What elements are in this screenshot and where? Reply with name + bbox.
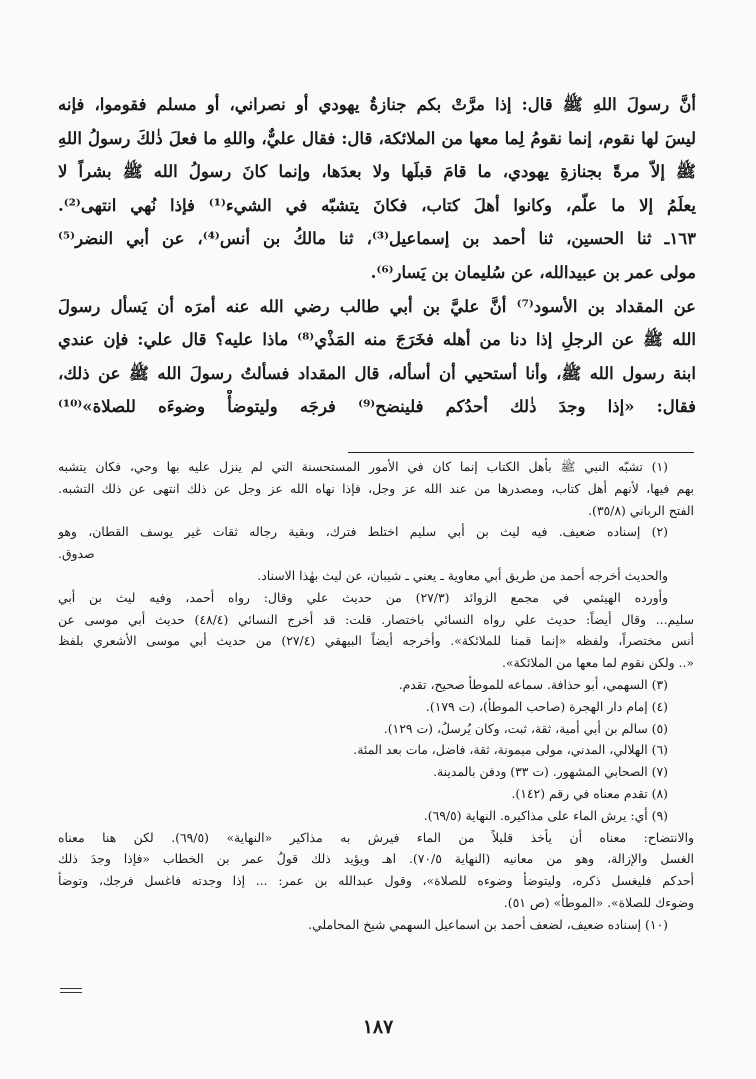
text-line: فقال: «إذا وجدَ ذٰلك أحدُكم فلينضح⁽⁹⁾ فرجَه وليتوضأْ وضوءَه للصلاة»⁽¹⁰⁾ <box>58 397 696 417</box>
footnote-divider <box>348 452 694 453</box>
text-line: ابنة رسول الله ﷺ، وأنا أستحيي أن أسأله، قال المقداد فسألتُ رسولَ الله ﷺ عن ذلك، <box>58 363 696 383</box>
footnote-line: والحديث أخرجه أحمد من طريق أبي معاوية ـ يعني ـ شيبان، عن ليث بهٰذا الاسناد. <box>257 567 668 583</box>
text-line: ١٦٣ـ ثنا الحسين، ثنا أحمد بن إسماعيل⁽³⁾، ثنا مالكُ بن أنس⁽⁴⁾، عن أبي النضر⁽⁵⁾ <box>58 229 696 249</box>
footnote-line: (٩) أي: يرش الماء على مذاكيره. النهاية (٦٩/٥). <box>423 807 668 823</box>
footnote-line: (١٠) إسناده ضعيف، لضعف أحمد بن اسماعيل السهمي شيخ المحاملي. <box>308 916 668 932</box>
text-line: مولى عمر بن عبيدالله، عن سُليمان بن يَسار⁽⁶⁾. <box>370 262 696 282</box>
text-line: ﷺ إلاّ مرةً بجنازةِ يهودي، ما قامَ قبلَها ولا بعدَها، وإنما كانَ رسولُ الله ﷺ بشراً لا <box>58 162 696 182</box>
footnotes <box>58 456 694 936</box>
footnote-line: الغسل والإزالة، وهو من معانيه (النهاية ٧٠/٥). اهـ ويؤيد ذلك قولُ عمر بن الخطاب «فإذا وجدَ ذلك <box>58 851 694 867</box>
footnote-line: والانتضاح: معناه أن يأخذ قليلاً من الماء فيرش به مذاكير «النهاية» (٦٩/٥). لكن هنا معناه <box>58 829 694 845</box>
footnote-line: «.. ولكن نقوم لما معها من الملائكة». <box>501 655 694 671</box>
page-number: ١٨٧ <box>362 1016 394 1038</box>
footnote-line: (٤) إمام دار الهجرة (صاحب الموطأ)، (ت ١٧٩). <box>425 698 668 714</box>
footnote-line: أحدكم فليغسل ذكره، وليتوضأ وضوءه للصلاة»، وقول عبدالله بن عمر: ... إذا وجدته فاغسل فرجك، وتوضأ <box>58 873 694 889</box>
footnote-line: (٨) تقدم معناه في رقم (١٤٢). <box>511 785 668 801</box>
text-line: أنَّ رسولَ اللهِ ﷺ قال: إذا مرَّتْ بكم جنازةُ يهودي أو نصراني، أو مسلم فقوموا، فإنه <box>58 95 696 114</box>
footnote-line: سليم... وقال أيضاً: حديث علي رواه النسائي باختصار. قلت: قد أخرج النسائي (٤٨/٤) حديث أبي موسى عن <box>58 611 694 627</box>
footnote-line: وأورده الهيثمي في مجمع الزوائد (٢٧/٣) من حديث علي وقال: رواه أحمد، وفيه ليث بن أبي <box>58 589 668 605</box>
footnote-line: وضوءك للصلاة». «الموطأ» (ص ٥١). <box>503 894 694 910</box>
text-line: ليسَ لها نقوم، إنما نقومُ لِما معها من الملائكة، قال: فقال عليٌّ، واللهِ ما فعلَ ذٰلكَ رسولُ اللهِ <box>58 128 696 148</box>
footnote-line: (٦) الهلالي، المدني، مولى ميمونة، ثقة، فاضل، مات بعد المئة. <box>353 742 668 758</box>
footnote-line: بهم فيها، لأنهم أهل كتاب، ومصدرها من عند الله عز وجل، فإذا نهاه الله عز وجل عن ذلك انتهى عن ذلك التشبه. <box>58 480 694 496</box>
text-line: الله ﷺ عن الرجلِ إذا دنا من أهله فخَرَجَ منه المَذْي⁽⁸⁾ ماذا عليه؟ قال علي: فإن عندي <box>58 330 696 350</box>
text-line: يعلَمُ إلا ما علّم، وكانوا أهلَ كتاب، فكانَ يتشبّه في الشيء⁽¹⁾ فإذا نُهي انتهى⁽²⁾. <box>58 195 696 215</box>
footnote-line: (٢) إسناده ضعيف. فيه ليث بن أبي سليم اختلط فترك، وبقية رجاله ثقات غير يوسف القطان، وهو <box>58 524 668 540</box>
footnote-line: (٧) الصحابي المشهور. (ت ٣٣) ودفن بالمدينة. <box>433 764 668 780</box>
footnote-line: أنس مختصراً، ولفظه «إنما قمنا للملائكة». وأخرجه أيضاً البيهقي (٢٧/٤) من حديث أبي موسى الأشعري بلفظ <box>58 633 694 649</box>
footnote-line: صدوق. <box>58 546 95 562</box>
hadith-text <box>58 88 696 424</box>
text-line: عن المقداد بن الأسود⁽⁷⁾ أنَّ عليَّ بن أبي طالب رضي الله عنه أمرَه أن يَسأل رسولَ <box>58 296 696 316</box>
footnote-line: الفتح الرباني (٣٥/٨). <box>588 502 694 518</box>
footnote-line: (٥) سالم بن أبي أمية، ثقة، ثبت، وكان يُرسلُ، (ت ١٢٩). <box>383 720 668 736</box>
footnote-line: (٣) السهمي، أبو حذافة. سماعه للموطأ صحيح، تقدم. <box>398 676 668 692</box>
footnote-line: (١) تشبّه النبي ﷺ بأهل الكتاب إنما كان في الأمور المستحسنة التي لم ينزل عليه بها وحي، فكان يتشبه <box>58 459 668 474</box>
margin-mark <box>60 988 82 996</box>
